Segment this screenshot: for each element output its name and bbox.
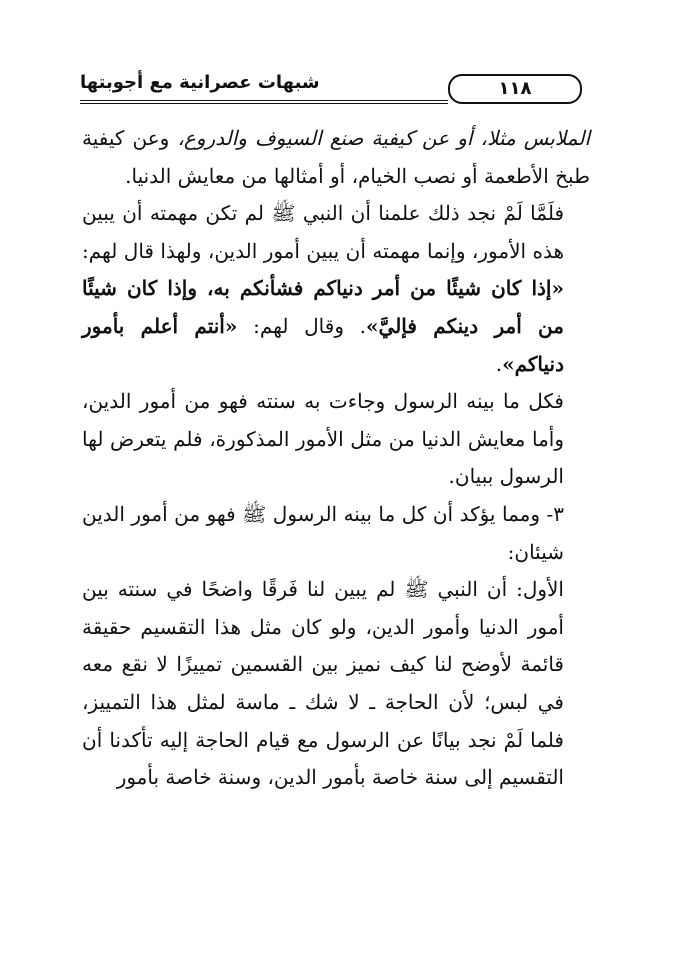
hadith-quote: «أنتم أعلم بأمور دنياكم»	[82, 313, 564, 376]
paragraph-text: .	[495, 351, 503, 376]
paragraph-text: الملابس مثلا، أو عن كيفية صنع السيوف والدروع،	[177, 126, 590, 150]
paragraph	[82, 195, 590, 383]
running-title: شبهات عصرانية مع أجوبتها	[80, 72, 320, 93]
paragraph-text: فلَمَّا لَمْ نجد ذلك علمنا أن النبي ﷺ لم تكن مهمته أن يبين هذه الأمور، وإنما مهمته أن يبين أمور الدين، ولهذا قال لهم:	[82, 201, 564, 263]
paragraph-text: وعن كيفية طبخ الأطعمة أو نصب الخيام، أو أمثالها من معايش الدنيا.	[82, 126, 590, 188]
body-text	[82, 120, 590, 797]
paragraph	[82, 571, 590, 797]
header-rule	[80, 100, 448, 104]
paragraph-text: الأول: أن النبي ﷺ لم يبين لنا فَرقًا واضحًا في سنته بين أمور الدنيا وأمور الدين، ولو كان مثل هذا التقسيم حقيقة قائمة لأوضح لنا كيف نميز بين القسمين تمييزًا لا نقع معه في لبس؛ لأن الحاجة ـ لا شك ـ ماسة لمثل هذا التمييز، فلما لَمْ نجد بيانًا عن الرسول مع قيام الحاجة إليه تأكدنا أن التقسيم إلى سنة خاصة بأمور الدين، وسنة خاصة بأمور	[82, 577, 564, 790]
hadith-quote: «إذا كان شيئًا من أمر دنياكم فشأنكم به، وإذا كان شيئًا من أمر دينكم فإليَّ»	[82, 276, 564, 338]
paragraph-text: فكل ما بينه الرسول وجاءت به سنته فهو من أمور الدين، وأما معايش الدنيا من مثل الأمور المذكورة، فلم يتعرض لها الرسول ببيان.	[82, 389, 564, 489]
paragraph	[82, 120, 590, 195]
paragraph	[82, 383, 590, 496]
paragraph-text: . وقال لهم:	[237, 313, 367, 338]
page-header	[80, 68, 590, 108]
paragraph	[82, 496, 590, 571]
page-number: ١١٨	[448, 74, 582, 104]
paragraph-text: ٣- ومما يؤكد أن كل ما بينه الرسول ﷺ فهو من أمور الدين شيئان:	[82, 501, 564, 564]
